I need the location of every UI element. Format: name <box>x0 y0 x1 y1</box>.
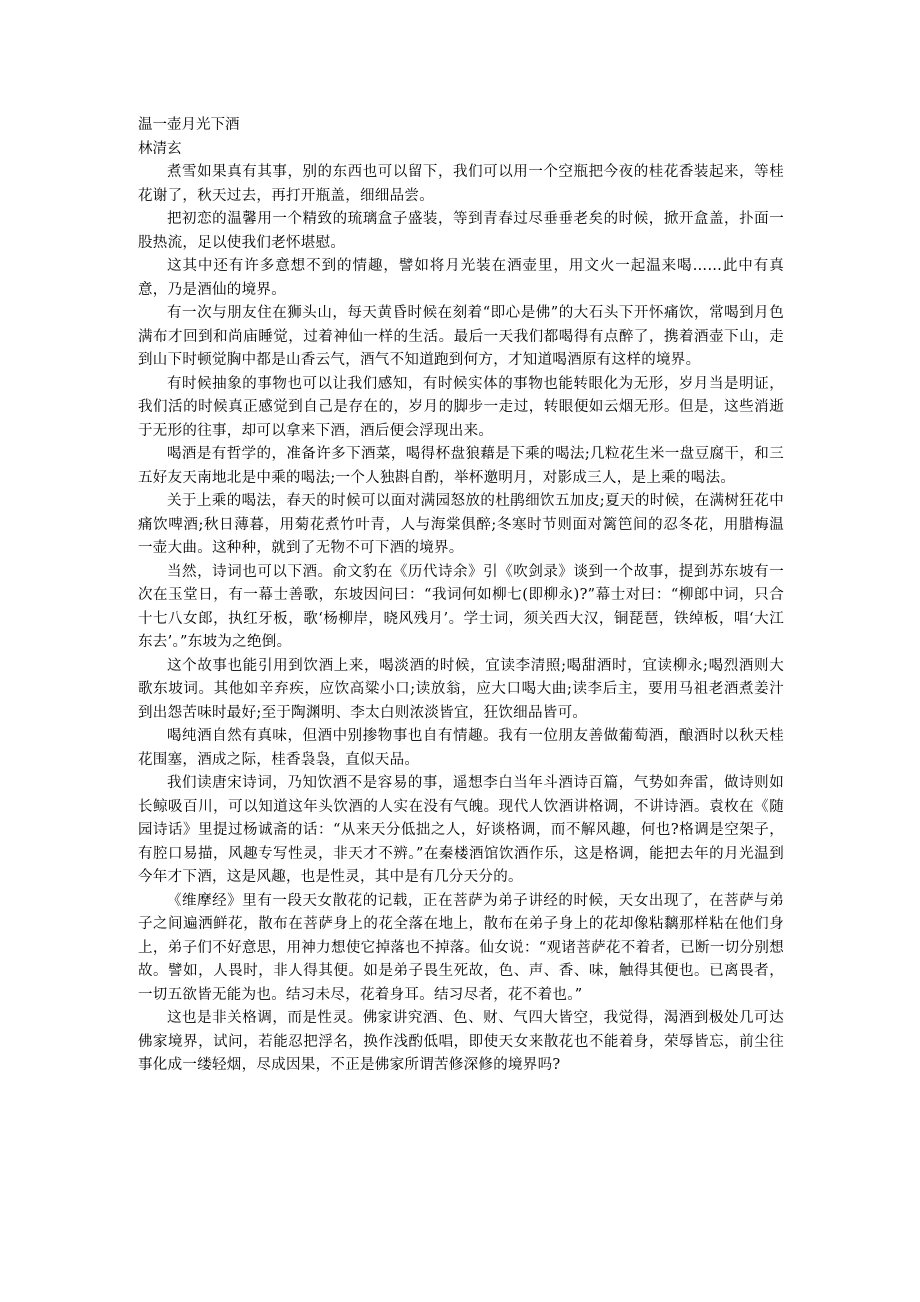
paragraph-1: 煮雪如果真有其事，别的东西也可以留下，我们可以用一个空瓶把今夜的桂花香装起来，等桂花谢了，秋天过去，再打开瓶盖，细细品尝。 <box>138 164 784 204</box>
paragraph-4: 有一次与朋友住在狮头山，每天黄昏时候在刻着“即心是佛”的大石头下开怀痛饮，常喝到月色满布才回到和尚庙睡觉，过着神仙一样的生活。最后一天我们都喝得有点醉了，携着酒壶下山，走到山下时顿觉胸中都是山香云气，酒气不知道跑到何方，才知道喝酒原有这样的境界。 <box>138 305 784 368</box>
document-page <box>138 114 784 1078</box>
paragraph-7: 关于上乘的喝法，春天的时候可以面对满园怒放的杜鹃细饮五加皮;夏天的时候，在满树狂花中痛饮啤酒;秋日薄暮，用菊花煮竹叶青，人与海棠俱醉;冬寒时节则面对篱笆间的忍冬花，用腊梅温一壶大曲。这种种，就到了无物不可下酒的境界。 <box>138 493 784 556</box>
paragraph-13: 这也是非关格调，而是性灵。佛家讲究酒、色、财、气四大皆空，我觉得，渴酒到极处几可达佛家境界，试问，若能忍把浮名，换作浅酌低唱，即使天女来散花也不能着身，荣辱皆忘，前尘往事化成一缕轻烟，尽成因果，不正是佛家所谓苦修深修的境界吗? <box>138 1010 784 1073</box>
paragraph-9: 这个故事也能引用到饮酒上来，喝淡酒的时候，宜读李清照;喝甜酒时，宜读柳永;喝烈酒则大歌东坡词。其他如辛弃疾，应饮高粱小口;读放翁，应大口喝大曲;读李后主，要用马祖老酒煮姜汁到出怨苦味时最好;至于陶渊明、李太白则浓淡皆宜，狂饮细品皆可。 <box>138 657 784 721</box>
paragraph-3: 这其中还有许多意想不到的情趣，譬如将月光装在酒壶里，用文火一起温来喝……此中有真意，乃是酒仙的境界。 <box>138 258 784 298</box>
document-title: 温一壶月光下酒 <box>138 117 240 133</box>
paragraph-11: 我们读唐宋诗词，乃知饮酒不是容易的事，遥想李白当年斗酒诗百篇，气势如奔雷，做诗则如长鲸吸百川，可以知道这年头饮酒的人实在没有气魄。现代人饮酒讲格调，不讲诗酒。袁枚在《随园诗话》里提过杨诚斋的话：“从来天分低拙之人，好谈格调，而不解风趣，何也?格调是空架子，有腔口易描，风趣专写性灵，非天才不辨。”在秦楼酒馆饮酒作乐，这是格调，能把去年的月光温到今年才下酒，这是风趣，也是性灵，其中是有几分天分的。 <box>138 775 784 885</box>
document-author: 林清玄 <box>138 140 182 157</box>
paragraph-6: 喝酒是有哲学的，准备许多下酒菜，喝得杯盘狼藉是下乘的喝法;几粒花生米一盘豆腐干，和三五好友天南地北是中乘的喝法;一个人独斟自酌，举杯邀明月，对影成三人，是上乘的喝法。 <box>138 446 784 486</box>
paragraph-2: 把初恋的温馨用一个精致的琉璃盒子盛装，等到青春过尽垂垂老矣的时候，掀开盒盖，扑面一股热流，足以使我们老怀堪慰。 <box>138 211 784 251</box>
paragraph-5: 有时候抽象的事物也可以让我们感知，有时候实体的事物也能转眼化为无形，岁月当是明证，我们活的时候真正感觉到自己是存在的，岁月的脚步一走过，转眼便如云烟无形。但是，这些消逝于无形的往事，却可以拿来下酒，酒后便会浮现出来。 <box>138 375 784 439</box>
paragraph-12: 《维摩经》里有一段天女散花的记载，正在菩萨为弟子讲经的时候，天女出现了，在菩萨与弟子之间遍洒鲜花，散布在菩萨身上的花全落在地上，散布在弟子身上的花却像粘黐那样粘在他们身上，弟子们不好意思，用神力想使它掉落也不掉落。仙女说：“观诸菩萨花不着者，已断一切分别想故。譬如，人畏时，非人得其便。如是弟子畏生死故，色、声、香、味，触得其便也。已离畏者，一切五欲皆无能为也。结习未尽，花着身耳。结习尽者，花不着也。” <box>138 892 784 1003</box>
paragraph-10: 喝纯酒自然有真味，但酒中别掺物事也自有情趣。我有一位朋友善做葡萄酒，酿酒时以秋天桂花围塞，酒成之际，桂香袅袅，直似天品。 <box>138 728 784 768</box>
paragraph-8: 当然，诗词也可以下酒。俞文豹在《历代诗余》引《吹剑录》谈到一个故事，提到苏东坡有一次在玉堂日，有一幕士善歌，东坡因问曰：“我词何如柳七(即柳永)?”幕士对曰：“柳郎中词，只合十七八女郎，执红牙板，歌‘杨柳岸，晓风残月’。学士词，须关西大汉，铜琵琶，铁绰板，唱‘大江东去’。”东坡为之绝倒。 <box>138 563 784 650</box>
